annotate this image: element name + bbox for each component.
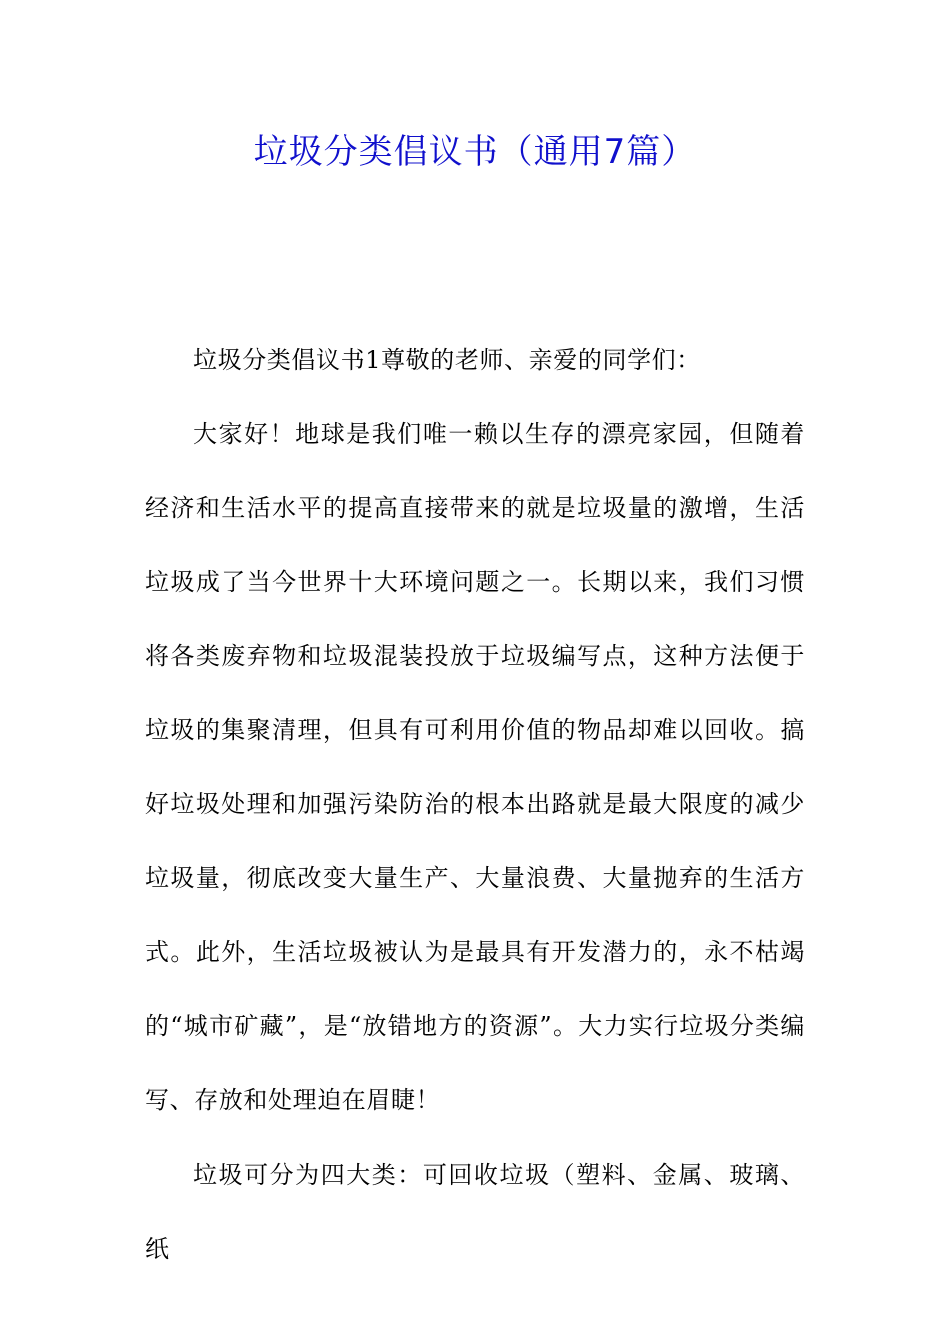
paragraph-text: 大家好！地球是我们唯一赖以生存的漂亮家园，但随着经济和生活水平的提高直接带来的就是垃圾量的激增，生活垃圾成了当今世界十大环境问题之一。长期以来，我们习惯将各类废弃物和垃圾混装投放于垃圾编写点，这种方法便于垃圾的集聚清理，但具有可利用价值的物品却难以回收。搞好垃圾处理和加强污染防治的根本出路就是最大限度的减少垃圾量，彻底改变大量生产、大量浪费、大量抛弃的生活方式。此外，生活垃圾被认为是最具有开发潜力的，永不枯竭的“城市矿藏”，是“放错地方的资源”。大力实行垃圾分类编写、存放和处理迫在眉睫！ [145,420,805,1114]
paragraph-text: 垃圾分类倡议书1尊敬的老师、亲爱的同学们： [193,346,701,374]
paragraph-salutation [145,323,805,397]
paragraph-text: 垃圾可分为四大类：可回收垃圾（塑料、金属、玻璃、纸 [145,1161,805,1263]
paragraph-greeting [145,397,805,1137]
paragraph-categories [145,1138,805,1286]
document-title: 垃圾分类倡议书（通用7篇） [253,132,697,172]
